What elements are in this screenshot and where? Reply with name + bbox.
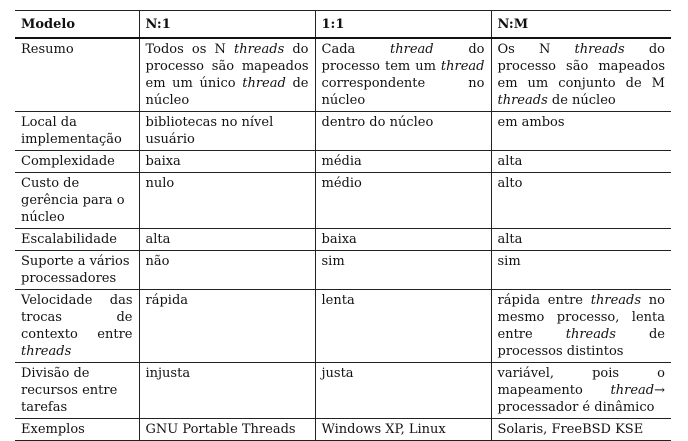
header-n-1: N:1 xyxy=(139,11,315,39)
table-row xyxy=(15,419,671,441)
header-modelo: Modelo xyxy=(15,11,139,39)
cell-n1: bibliotecas no nível usuário xyxy=(139,112,315,151)
table-row xyxy=(15,38,671,112)
cell-n1: GNU Portable Threads xyxy=(139,419,315,441)
cell-nm: sim xyxy=(491,251,671,290)
table-row xyxy=(15,173,671,229)
row-label: Exemplos xyxy=(15,419,139,441)
row-label: Custo de gerência para o núcleo xyxy=(15,173,139,229)
row-label: Local da implementação xyxy=(15,112,139,151)
cell-1-1: justa xyxy=(315,363,491,419)
table-row xyxy=(15,363,671,419)
cell-1-1: lenta xyxy=(315,290,491,363)
cell-n1: alta xyxy=(139,229,315,251)
cell-1-1: Windows XP, Linux xyxy=(315,419,491,441)
cell-n1: não xyxy=(139,251,315,290)
cell-1-1: baixa xyxy=(315,229,491,251)
cell-n1: Todos os N threads do processo são mapeados em um único thread de núcleo xyxy=(139,38,315,112)
cell-1-1: dentro do núcleo xyxy=(315,112,491,151)
row-label: Divisão de recursos entre tarefas xyxy=(15,363,139,419)
cell-nm: em ambos xyxy=(491,112,671,151)
table-row xyxy=(15,251,671,290)
cell-nm: alto xyxy=(491,173,671,229)
table-row xyxy=(15,229,671,251)
cell-nm: alta xyxy=(491,151,671,173)
cell-1-1: médio xyxy=(315,173,491,229)
table-header xyxy=(15,11,671,39)
cell-1-1: Cada thread do processo tem um thread correspondente no núcleo xyxy=(315,38,491,112)
row-label: Velocidade das trocas de contexto entre threads xyxy=(15,290,139,363)
row-label: Complexidade xyxy=(15,151,139,173)
cell-nm: rápida entre threads no mesmo processo, lenta entre threads de processos distintos xyxy=(491,290,671,363)
cell-1-1: média xyxy=(315,151,491,173)
row-label: Escalabilidade xyxy=(15,229,139,251)
header-n-m: N:M xyxy=(491,11,671,39)
cell-nm: Os N threads do processo são mapeados em um conjunto de M threads de núcleo xyxy=(491,38,671,112)
header-1-1: 1:1 xyxy=(315,11,491,39)
row-label: Suporte a vários processadores xyxy=(15,251,139,290)
table-row xyxy=(15,290,671,363)
cell-n1: nulo xyxy=(139,173,315,229)
cell-nm: alta xyxy=(491,229,671,251)
cell-nm: variável, pois o mapeamento thread→ processador é dinâmico xyxy=(491,363,671,419)
row-label: Resumo xyxy=(15,38,139,112)
cell-1-1: sim xyxy=(315,251,491,290)
cell-nm: Solaris, FreeBSD KSE xyxy=(491,419,671,441)
table-row xyxy=(15,151,671,173)
table-body xyxy=(15,38,671,441)
cell-n1: baixa xyxy=(139,151,315,173)
table-row xyxy=(15,112,671,151)
cell-n1: injusta xyxy=(139,363,315,419)
threading-models-table xyxy=(15,10,671,441)
header-row xyxy=(15,11,671,39)
cell-n1: rápida xyxy=(139,290,315,363)
